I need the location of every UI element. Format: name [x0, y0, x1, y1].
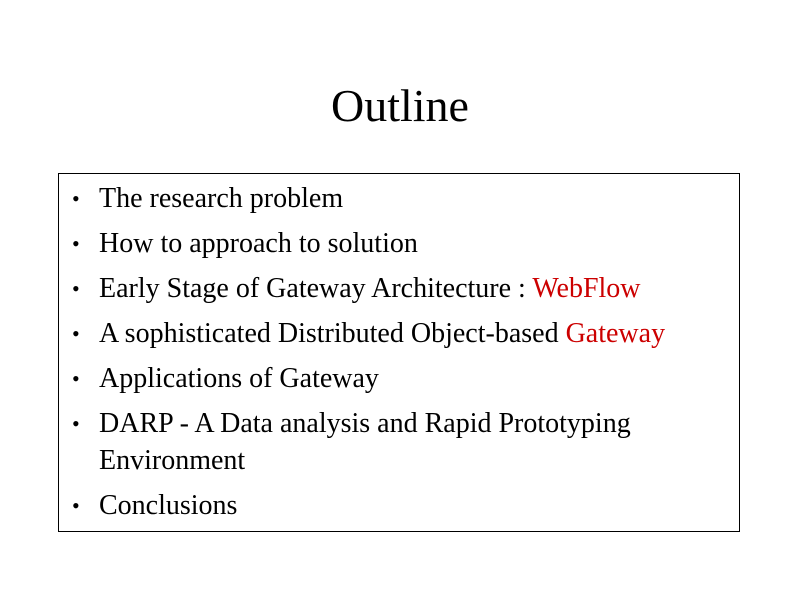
bullet-text: The research problem: [99, 183, 344, 214]
bullet-text: Applications of Gateway: [99, 363, 379, 394]
bullet-dot-icon: •: [72, 366, 80, 391]
bullet-text: How to approach to solution: [99, 228, 418, 259]
bullet-dot-icon: •: [72, 411, 80, 436]
bullet-list: [72, 180, 732, 532]
bullet-item: [72, 360, 732, 397]
bullet-item: [72, 487, 732, 524]
bullet-item: [72, 315, 732, 352]
bullet-item: [72, 225, 732, 262]
bullet-dot-icon: •: [72, 493, 80, 518]
bullet-text: Conclusions: [99, 490, 238, 521]
slide-title: Outline: [331, 80, 469, 131]
bullet-dot-icon: •: [72, 321, 80, 346]
bullet-item: [72, 180, 732, 217]
bullet-item: [72, 405, 732, 479]
bullet-dot-icon: •: [72, 231, 80, 256]
bullet-dot-icon: •: [72, 276, 80, 301]
bullet-item: [72, 270, 732, 307]
bullet-dot-icon: •: [72, 186, 80, 211]
bullet-highlight-webflow: WebFlow: [532, 273, 641, 304]
bullet-highlight-gateway: Gateway: [565, 318, 666, 349]
bullet-text: DARP - A Data analysis and Rapid Prototyping Environment: [99, 408, 631, 476]
bullet-text: A sophisticated Distributed Object-based: [99, 318, 566, 349]
bullet-text: Early Stage of Gateway Architecture :: [99, 273, 533, 304]
